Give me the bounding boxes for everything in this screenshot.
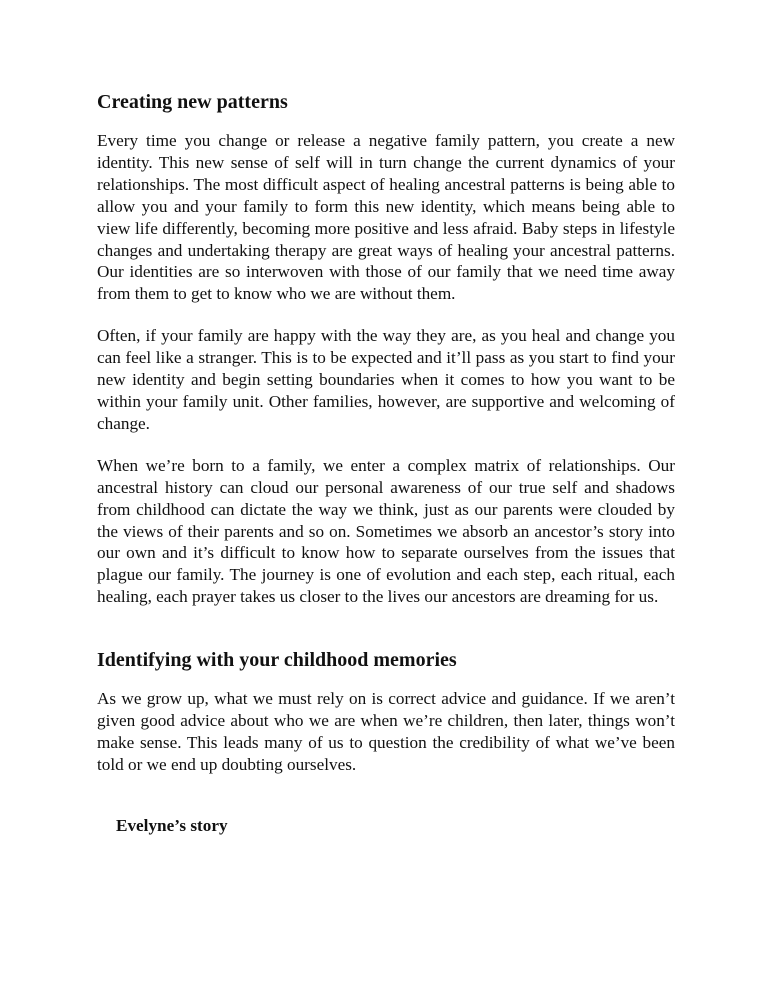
paragraph: As we grow up, what we must rely on is correct advice and guidance. If we aren’t given good advice about who we are when we’re children, then later, things won’t make sense. This leads many of us to question the credibility of what we’ve been told or we end up doubting ourselves. xyxy=(97,689,675,774)
subheading-evelynes-story: Evelyne’s story xyxy=(116,815,228,835)
paragraph: Every time you change or release a negative family pattern, you create a new identity. This new sense of self will in turn change the current dynamics of your relationships. The most difficult aspect of healing ancestral patterns is being able to allow you and your family to form this new identity, which means being able to view life differently, becoming more positive and less afraid. Baby steps in lifestyle changes and undertaking therapy are great ways of healing your ancestral patterns. Our identities are so interwoven with those of our family that we need time away from them to get to know who we are without them. xyxy=(97,131,675,304)
section-heading-creating-new-patterns: Creating new patterns xyxy=(97,91,288,113)
paragraph: Often, if your family are happy with the way they are, as you heal and change you can feel like a stranger. This is to be expected and it’ll pass as you start to find your new identity and begin setting boundaries when it comes to how you want to be within your family unit. Other families, however, are supportive and welcoming of change. xyxy=(97,326,675,433)
document-page xyxy=(97,90,675,836)
paragraph: When we’re born to a family, we enter a complex matrix of relationships. Our ancestral history can cloud our personal awareness of our true self and shadows from childhood can dictate the way we think, just as our parents were clouded by the views of their parents and so on. Sometimes we absorb an ancestor’s story into our own and it’s difficult to know how to separate ourselves from the issues that plague our family. The journey is one of evolution and each step, each ritual, each healing, each prayer takes us closer to the lives our ancestors are dreaming for us. xyxy=(97,455,675,607)
section-heading-childhood-memories: Identifying with your childhood memories xyxy=(97,649,457,672)
